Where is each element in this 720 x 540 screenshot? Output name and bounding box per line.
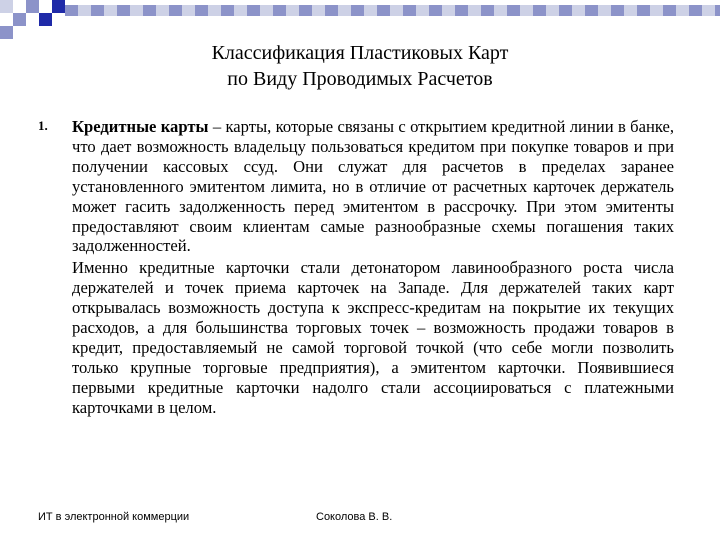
footer-course: ИТ в электронной коммерции	[38, 511, 190, 523]
paragraph-1-text: – карты, которые связаны с открытием кредитной линии в банке, что дает возможность владельцу пользоваться кредитом при покупке товаров и при получении кассовых ссуд. Они служат для расчетов в пределах заранее установленного эмитентом лимита, но в отличие от расчетных карточек держатель может гасить задолженность перед эмитентом в рассрочку. При этом эмитенты предоставляют своим клиентам самые разнообразные схемы погашения таких задолженностей.	[72, 117, 674, 256]
paragraph-2: Именно кредитные карточки стали детонатором лавинообразного роста числа держателей и точек приема карточек на Западе. Для держателей таких карт открывалась возможность доступа к экспресс-кредитам на покрытие их текущих расходов, а для большинства торговых точек – возможность продажи товаров в кредит, предоставляемый не самой торговой точкой (что себе могли позволить только крупные торговые предприятия), а эмитентом карточки. Появившиеся первыми кредитные карточки надолго стали ассоциироваться с платежными карточками в целом.	[72, 258, 674, 417]
term-credit-cards: Кредитные карты	[72, 117, 209, 136]
list-number: 1.	[38, 118, 48, 133]
title-line-1: Классификация Пластиковых Карт	[211, 42, 509, 64]
footer-author: Соколова В. В.	[316, 511, 393, 523]
slide-title	[120, 40, 600, 92]
paragraph-1	[72, 117, 674, 256]
slide-body	[72, 117, 674, 418]
title-line-2: по Виду Проводимых Расчетов	[227, 68, 493, 90]
